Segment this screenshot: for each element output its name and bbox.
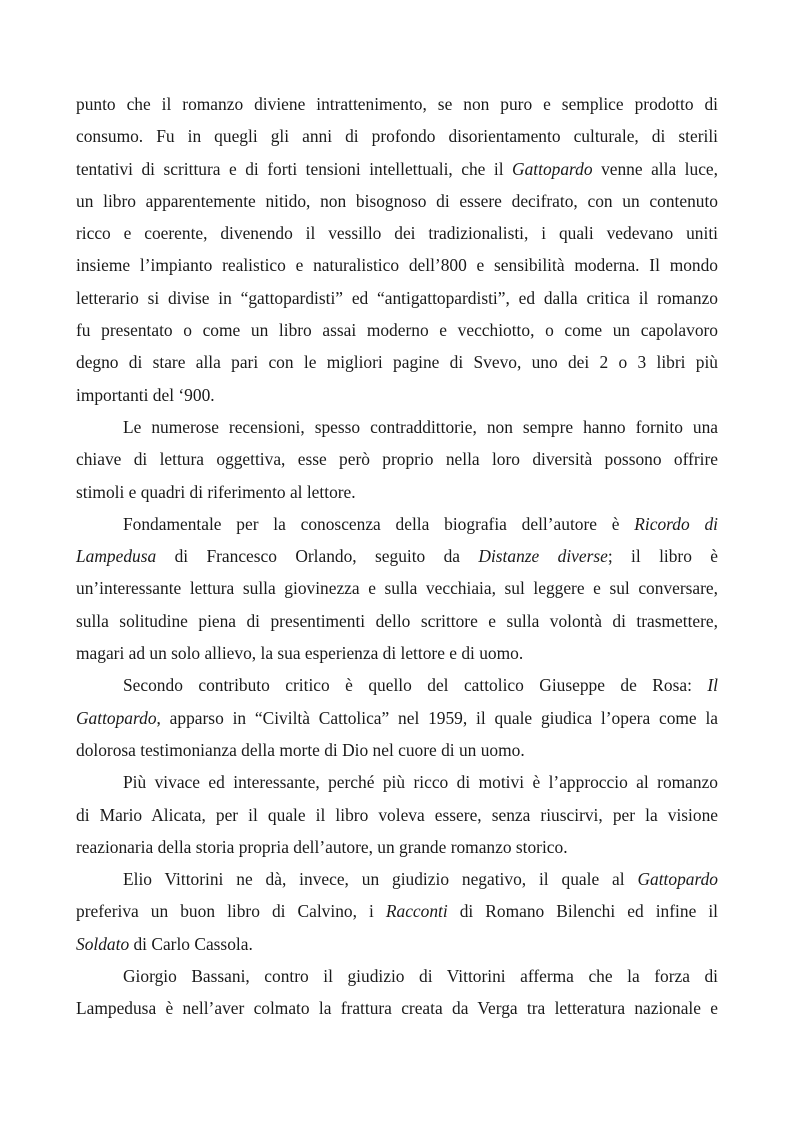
text-line: [76, 476, 718, 508]
text-line: [76, 734, 718, 766]
text-segment: Secondo contributo critico è quello del cattolico Giuseppe de Rosa:: [123, 675, 708, 696]
text-line: [76, 346, 718, 378]
text-line: [76, 411, 718, 443]
text-segment: un’interessante lettura sulla giovinezza e sulla vecchiaia, sul leggere e sul conversare,: [76, 578, 718, 599]
text-segment: Più vivace ed interessante, perché più ricco di motivi è l’approccio al romanzo: [123, 772, 718, 793]
text-segment: reazionaria della storia propria dell’autore, un grande romanzo storico.: [76, 836, 568, 857]
text-line: [76, 863, 718, 895]
text-line: [76, 605, 718, 637]
body-text: [76, 88, 718, 1025]
italic-title: Gattopardo: [637, 869, 718, 890]
italic-title: Ricordo di: [634, 513, 718, 534]
text-line: [76, 379, 718, 411]
text-segment: importanti del ‘900.: [76, 384, 215, 405]
text-segment: un libro apparentemente nitido, non bisognoso di essere decifrato, con un contenuto: [76, 190, 718, 211]
text-segment: Le numerose recensioni, spesso contraddittorie, non sempre hanno fornito una: [123, 416, 718, 437]
text-segment: stimoli e quadri di riferimento al lettore.: [76, 481, 356, 502]
text-segment: di Mario Alicata, per il quale il libro voleva essere, senza riuscirvi, per la visione: [76, 804, 718, 825]
text-segment: sulla solitudine piena di presentimenti dello scrittore e sulla volontà di trasmettere,: [76, 610, 718, 631]
text-line: [76, 249, 718, 281]
text-segment: ricco e coerente, divenendo il vessillo dei tradizionalisti, i quali vedevano uniti: [76, 223, 718, 244]
text-segment: punto che il romanzo diviene intrattenimento, se non puro e semplice prodotto di: [76, 94, 718, 114]
italic-title: Distanze diverse: [478, 546, 608, 567]
text-segment: chiave di lettura oggettiva, esse però proprio nella loro diversità possono offrire: [76, 449, 718, 470]
text-segment: venne alla luce,: [592, 158, 718, 179]
text-segment: di Romano Bilenchi ed infine il: [447, 901, 718, 922]
text-line: [76, 702, 718, 734]
text-segment: consumo. Fu in quegli gli anni di profondo disorientamento culturale, di sterili: [76, 126, 718, 147]
italic-title: Lampedusa: [76, 546, 157, 567]
text-segment: degno di stare alla pari con le migliori pagine di Svevo, uno dei 2 o 3 libri più: [76, 352, 718, 373]
text-line: [76, 282, 718, 314]
text-line: [76, 831, 718, 863]
text-line: [76, 799, 718, 831]
text-segment: magari ad un solo allievo, la sua esperienza di lettore e di uomo.: [76, 643, 524, 664]
text-segment: dolorosa testimonianza della morte di Dio nel cuore di un uomo.: [76, 739, 525, 760]
text-line: [76, 88, 718, 120]
text-line: [76, 766, 718, 798]
text-segment: Lampedusa è nell’aver colmato la frattura creata da Verga tra letteratura nazionale e: [76, 998, 718, 1019]
text-line: [76, 314, 718, 346]
text-line: [76, 153, 718, 185]
text-segment: Giorgio Bassani, contro il giudizio di Vittorini afferma che la forza di: [123, 966, 718, 987]
text-line: [76, 120, 718, 152]
text-line: [76, 895, 718, 927]
text-line: [76, 992, 718, 1024]
text-line: [76, 443, 718, 475]
italic-title: Soldato: [76, 933, 130, 954]
text-line: [76, 637, 718, 669]
italic-title: Gattopardo: [512, 158, 593, 179]
italic-title: Il: [707, 675, 718, 696]
text-segment: Fondamentale per la conoscenza della biografia dell’autore è: [123, 513, 635, 534]
text-segment: di Francesco Orlando, seguito da: [156, 546, 479, 567]
text-line: [76, 185, 718, 217]
text-segment: Elio Vittorini ne dà, invece, un giudizio negativo, il quale al: [123, 869, 638, 890]
text-line: [76, 217, 718, 249]
italic-title: Gattopardo: [76, 707, 157, 728]
text-line: [76, 540, 718, 572]
text-segment: tentativi di scrittura e di forti tensioni intellettuali, che il: [76, 158, 513, 179]
text-line: [76, 669, 718, 701]
text-line: [76, 928, 718, 960]
text-line: [76, 508, 718, 540]
text-line: [76, 572, 718, 604]
text-segment: , apparso in “Civiltà Cattolica” nel 1959, il quale giudica l’opera come la: [156, 707, 718, 728]
text-segment: di Carlo Cassola.: [129, 933, 253, 954]
text-segment: fu presentato o come un libro assai moderno e vecchiotto, o come un capolavoro: [76, 320, 718, 341]
text-segment: letterario si divise in “gattopardisti” ed “antigattopardisti”, ed dalla critica il romanzo: [76, 287, 718, 308]
text-segment: insieme l’impianto realistico e naturalistico dell’800 e sensibilità moderna. Il mondo: [76, 255, 718, 276]
text-segment: ; il libro è: [607, 546, 718, 567]
text-segment: preferiva un buon libro di Calvino, i: [76, 901, 386, 922]
italic-title: Racconti: [385, 901, 448, 922]
text-line: [76, 960, 718, 992]
